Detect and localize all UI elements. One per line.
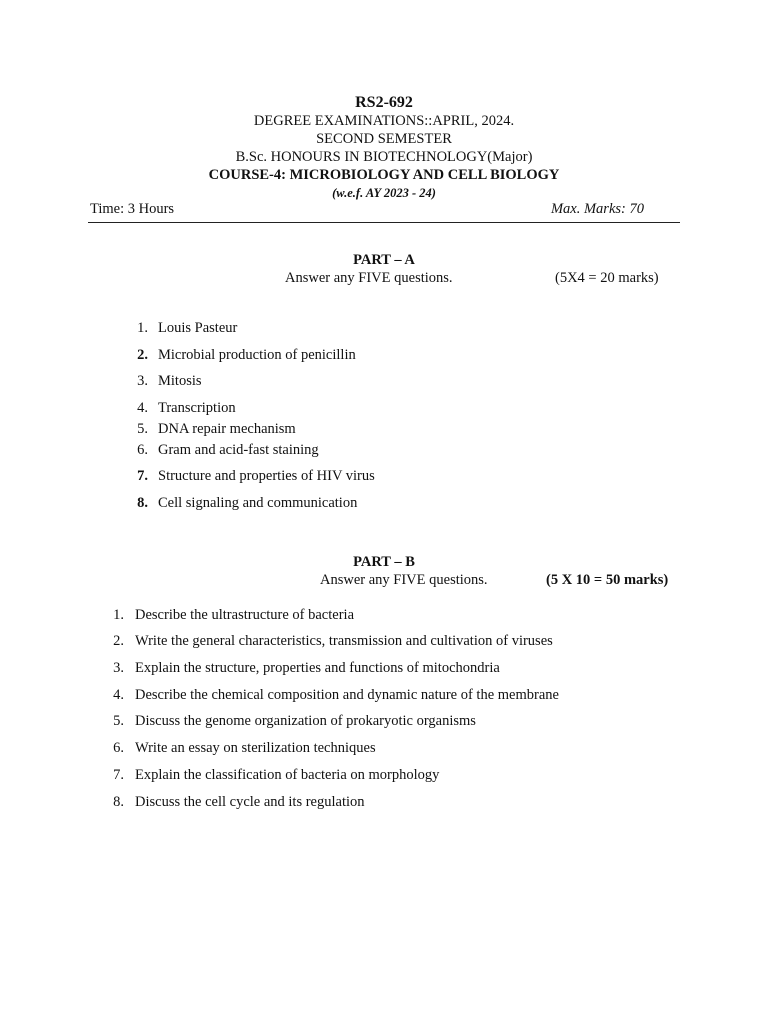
question-number: 6. — [137, 442, 148, 458]
question-number: 2. — [137, 347, 148, 363]
list-item — [108, 794, 365, 811]
paper-code: RS2-692 — [355, 94, 413, 111]
list-item — [108, 660, 500, 677]
question-text: Structure and properties of HIV virus — [158, 468, 375, 484]
header-divider — [88, 222, 680, 223]
question-text: Discuss the genome organization of prokaryotic organisms — [135, 713, 476, 729]
question-number: 4. — [137, 400, 148, 416]
list-item — [130, 442, 319, 459]
list-item — [108, 713, 476, 730]
question-number: 2. — [113, 633, 124, 649]
question-text: Transcription — [158, 400, 236, 416]
part-b-marks: (5 X 10 = 50 marks) — [546, 572, 669, 588]
question-text: Gram and acid-fast staining — [158, 442, 319, 458]
question-text: Describe the ultrastructure of bacteria — [135, 607, 355, 623]
list-item — [130, 421, 296, 438]
question-text: Write the general characteristics, transmission and cultivation of viruses — [135, 633, 553, 649]
list-item — [108, 740, 376, 757]
question-number: 1. — [113, 607, 124, 623]
time-label: Time: 3 Hours — [90, 201, 175, 217]
question-number: 6. — [113, 740, 124, 756]
question-number: 7. — [113, 767, 124, 783]
question-number: 5. — [113, 713, 124, 729]
list-item — [108, 607, 355, 624]
part-b-title: PART – B — [353, 554, 415, 570]
question-number: 5. — [137, 421, 148, 437]
question-text: Explain the classification of bacteria on morphology — [135, 767, 440, 783]
list-item — [108, 687, 559, 704]
part-a-instruction: Answer any FIVE questions. — [285, 270, 453, 286]
question-number: 3. — [113, 660, 124, 676]
list-item — [130, 495, 358, 512]
question-text: Explain the structure, properties and functions of mitochondria — [135, 660, 500, 676]
question-text: Discuss the cell cycle and its regulation — [135, 794, 365, 810]
list-item — [130, 373, 202, 390]
question-text: Mitosis — [158, 373, 202, 389]
effective-from: (w.e.f. AY 2023 - 24) — [332, 186, 436, 200]
question-number: 1. — [137, 320, 148, 336]
list-item — [130, 347, 356, 364]
question-text: Describe the chemical composition and dynamic nature of the membrane — [135, 687, 559, 703]
question-text: Cell signaling and communication — [158, 495, 358, 511]
list-item — [108, 633, 553, 650]
part-a-title: PART – A — [353, 252, 415, 268]
list-item — [130, 320, 238, 337]
question-text: Louis Pasteur — [158, 320, 238, 336]
list-item — [108, 767, 440, 784]
question-number: 7. — [137, 468, 148, 484]
max-marks: Max. Marks: 70 — [550, 201, 644, 217]
part-b-instruction: Answer any FIVE questions. — [320, 572, 488, 588]
question-text: Microbial production of penicillin — [158, 347, 356, 363]
question-number: 4. — [113, 687, 124, 703]
question-text: DNA repair mechanism — [158, 421, 296, 437]
question-number: 8. — [137, 495, 148, 511]
program: B.Sc. HONOURS IN BIOTECHNOLOGY(Major) — [235, 149, 533, 165]
semester: SECOND SEMESTER — [316, 131, 452, 147]
question-text: Write an essay on sterilization techniques — [135, 740, 376, 756]
question-number: 8. — [113, 794, 124, 810]
list-item — [130, 400, 236, 417]
part-a-marks: (5X4 = 20 marks) — [555, 270, 659, 286]
course-title: COURSE-4: MICROBIOLOGY AND CELL BIOLOGY — [208, 167, 560, 183]
list-item — [130, 468, 375, 485]
exam-title: DEGREE EXAMINATIONS::APRIL, 2024. — [253, 113, 515, 129]
question-number: 3. — [137, 373, 148, 389]
